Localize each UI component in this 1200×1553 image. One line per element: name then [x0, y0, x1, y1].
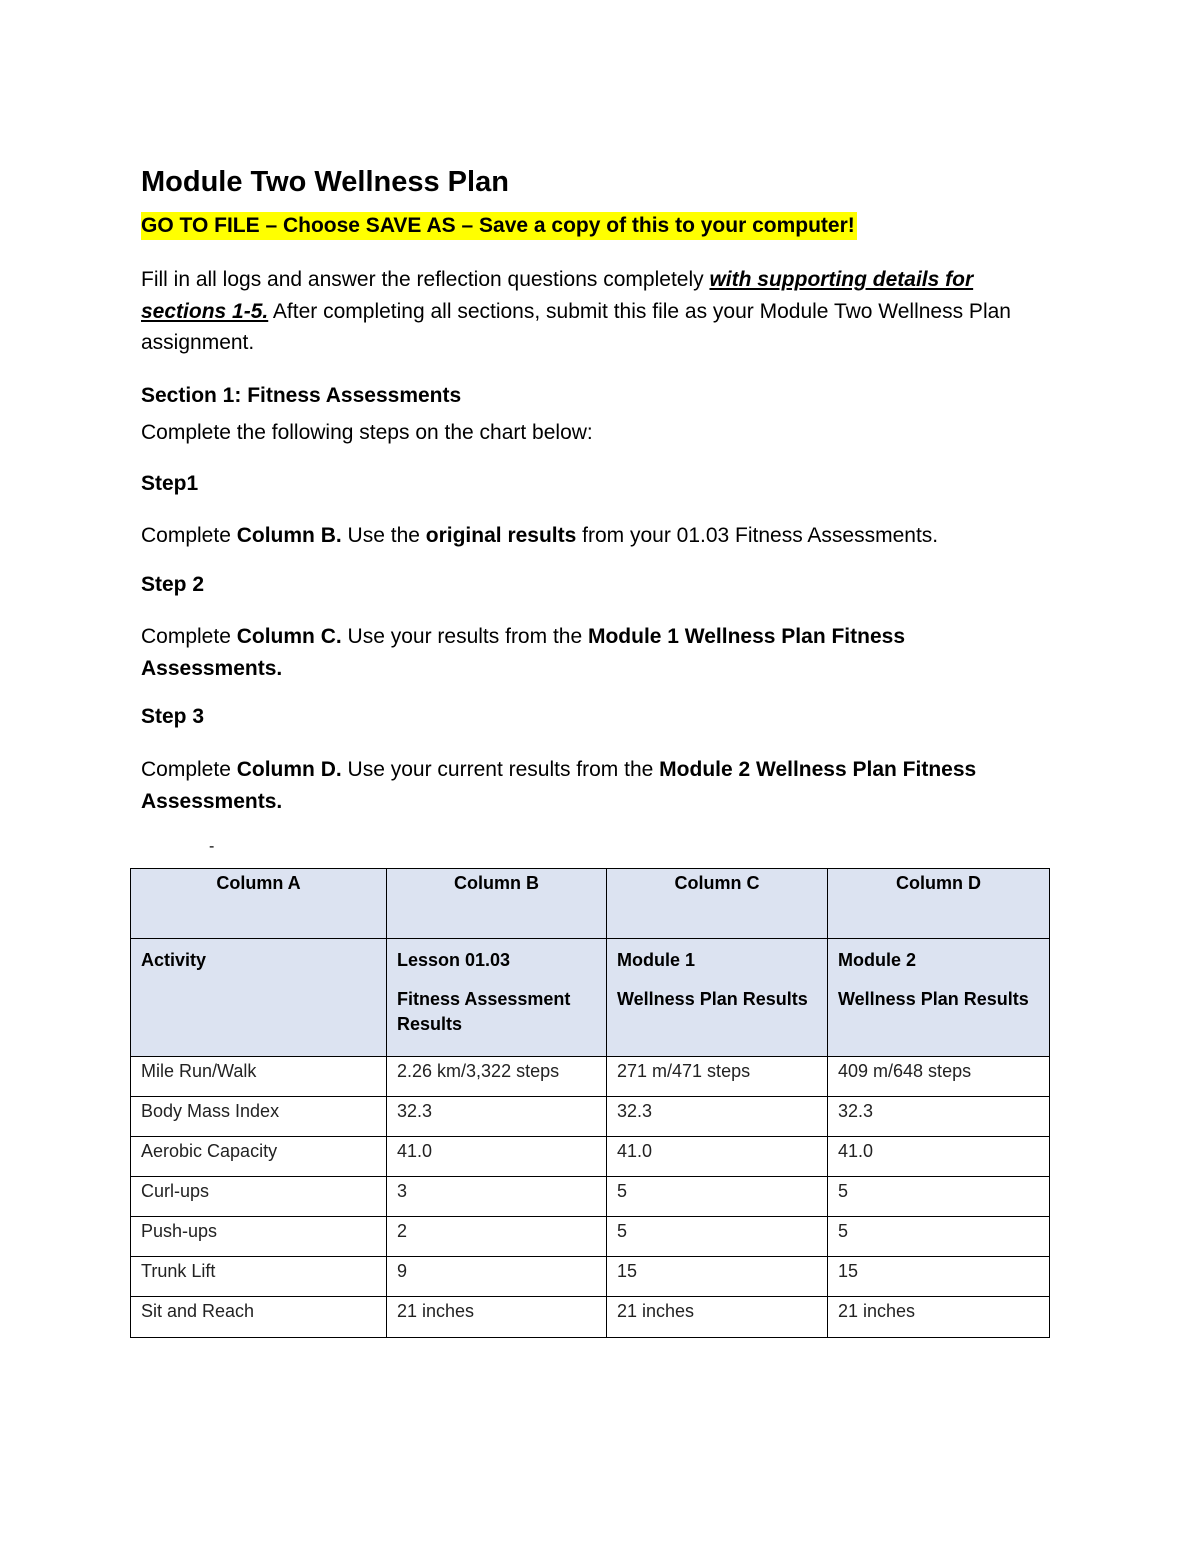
- table-row: [131, 1097, 1050, 1137]
- save-instruction-highlight: GO TO FILE – Choose SAVE AS – Save a copy of this to your computer!: [141, 212, 857, 240]
- step-2-bold-b: Module 1 Wellness Plan Fitness Assessments.: [141, 625, 905, 680]
- table-cell: 2: [387, 1217, 607, 1257]
- step-3-text-b: Use your current results from the: [341, 758, 660, 781]
- step-3-text: [141, 754, 1041, 817]
- column-a-header: Column A: [131, 869, 387, 939]
- table-cell: 21 inches: [607, 1297, 828, 1338]
- table-cell: 5: [607, 1217, 828, 1257]
- table-cell: 32.3: [387, 1097, 607, 1137]
- activity-subheader: [131, 939, 387, 1057]
- step-1-bold-a: Column B.: [236, 524, 342, 547]
- table-subheader-row: [131, 939, 1050, 1057]
- table-row: [131, 1137, 1050, 1177]
- subheader-line2: Fitness Assessment Results: [397, 989, 571, 1034]
- table-cell: Mile Run/Walk: [131, 1057, 387, 1097]
- table-cell: 41.0: [828, 1137, 1050, 1177]
- table-cell: 5: [607, 1177, 828, 1217]
- subheader-line1: Module 1: [617, 950, 696, 970]
- subheader-line2: Wellness Plan Results: [838, 989, 1029, 1009]
- step-1-text: [141, 520, 1041, 552]
- table-cell: 21 inches: [828, 1297, 1050, 1338]
- step-2-text-b: Use your results from the: [341, 625, 588, 648]
- step-2-bold-a: Column C.: [236, 625, 342, 648]
- table-cell: 15: [828, 1257, 1050, 1297]
- page-title: Module Two Wellness Plan: [141, 166, 509, 198]
- table-cell: 3: [387, 1177, 607, 1217]
- step-2-text: [141, 621, 1041, 684]
- table-cell: Trunk Lift: [131, 1257, 387, 1297]
- subheader-line2: Wellness Plan Results: [617, 989, 808, 1009]
- step-1-heading: Step1: [141, 472, 199, 495]
- table-cell: 32.3: [828, 1097, 1050, 1137]
- intro-text-1: Fill in all logs and answer the reflection questions completely: [141, 268, 710, 291]
- table-cell: 5: [828, 1217, 1050, 1257]
- column-d-header: Column D: [828, 869, 1050, 939]
- column-b-header: Column B: [387, 869, 607, 939]
- table-row: [131, 1257, 1050, 1297]
- stray-dash: -: [209, 838, 215, 855]
- step-2-text-a: Complete: [141, 625, 237, 648]
- table-cell: Body Mass Index: [131, 1097, 387, 1137]
- step-1-bold-b: original results: [425, 524, 577, 547]
- table-row: [131, 1057, 1050, 1097]
- subheader-line1: Module 2: [838, 950, 917, 970]
- subheader-line1: Activity: [141, 950, 207, 970]
- subheader-line1: Lesson 01.03: [397, 950, 511, 970]
- intro-paragraph: [141, 264, 1041, 359]
- table-cell: 41.0: [387, 1137, 607, 1177]
- step-3-bold-b: Module 2 Wellness Plan Fitness Assessments.: [141, 758, 977, 813]
- table-cell: 271 m/471 steps: [607, 1057, 828, 1097]
- table-cell: Aerobic Capacity: [131, 1137, 387, 1177]
- step-3-text-a: Complete: [141, 758, 237, 781]
- intro-text-2: After completing all sections, submit this file as your Module Two Wellness Plan assignment.: [141, 299, 1011, 354]
- lesson-subheader: [387, 939, 607, 1057]
- step-2-heading: Step 2: [141, 573, 205, 596]
- module-1-subheader: [607, 939, 828, 1057]
- table-cell: 5: [828, 1177, 1050, 1217]
- table-cell: 409 m/648 steps: [828, 1057, 1050, 1097]
- table-row: [131, 1297, 1050, 1338]
- table-row: [131, 1217, 1050, 1257]
- step-3-bold-a: Column D.: [236, 758, 342, 781]
- table-cell: 21 inches: [387, 1297, 607, 1338]
- table-cell: 32.3: [607, 1097, 828, 1137]
- table-cell: 41.0: [607, 1137, 828, 1177]
- step-1-text-a: Complete: [141, 524, 237, 547]
- intro-emphasis: with supporting details for sections 1-5.: [141, 268, 974, 323]
- table-cell: Sit and Reach: [131, 1297, 387, 1338]
- table-cell: 15: [607, 1257, 828, 1297]
- column-c-header: Column C: [607, 869, 828, 939]
- table-cell: 9: [387, 1257, 607, 1297]
- fitness-assessment-table: [130, 868, 1050, 1338]
- table-cell: 2.26 km/3,322 steps: [387, 1057, 607, 1097]
- table-row: [131, 1177, 1050, 1217]
- module-2-subheader: [828, 939, 1050, 1057]
- table-cell: Push-ups: [131, 1217, 387, 1257]
- table-cell: Curl-ups: [131, 1177, 387, 1217]
- step-3-heading: Step 3: [141, 705, 205, 728]
- table-header-row: [131, 869, 1050, 939]
- section-1-heading: Section 1: Fitness Assessments: [141, 384, 462, 407]
- step-1-text-c: from your 01.03 Fitness Assessments.: [576, 524, 939, 547]
- section-1-subtext: Complete the following steps on the chart below:: [141, 421, 593, 444]
- step-1-text-b: Use the: [341, 524, 426, 547]
